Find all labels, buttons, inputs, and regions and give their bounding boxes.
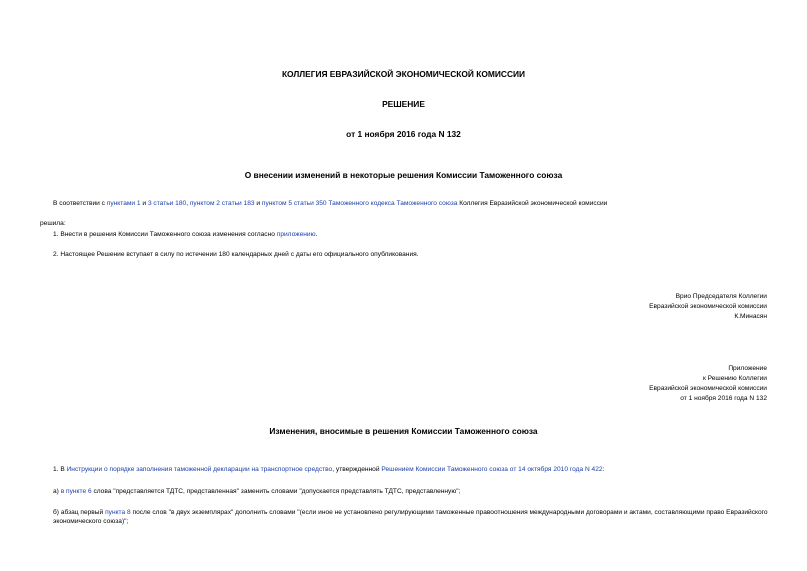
- change-b-text: б) абзац первый: [53, 509, 106, 516]
- link-appendix[interactable]: приложению: [276, 231, 316, 238]
- link-decision-422[interactable]: Решением Комиссии Таможенного союза от 14 октября 2010 года N 422: [381, 466, 603, 473]
- item-1-end: .: [315, 231, 318, 238]
- change-a-paragraph: [53, 487, 460, 496]
- resolved-label: решила:: [40, 220, 66, 227]
- link-statya-183[interactable]: пунктом 2 статьи 183: [189, 200, 255, 207]
- change-1-text: 1. В: [53, 466, 67, 473]
- preamble-text: ,: [186, 200, 190, 207]
- link-instruction[interactable]: Инструкции о порядке заполнения таможенной декларации на транспортное средство: [66, 466, 333, 473]
- change-a-text: а): [53, 488, 61, 495]
- appendix-header-block: [649, 364, 767, 404]
- signature-name: К.Минасян: [734, 313, 767, 320]
- appendix-line-1: Приложение: [728, 365, 767, 372]
- link-punkt-6[interactable]: в пункте 6: [60, 488, 92, 495]
- change-1-paragraph: [53, 465, 604, 474]
- doc-type-heading: РЕШЕНИЕ: [382, 99, 425, 109]
- change-1-text: :: [602, 466, 605, 473]
- link-statya-350-tk[interactable]: пунктом 5 статьи 350 Таможенного кодекса Таможенного союза: [261, 200, 458, 207]
- link-punkt-1[interactable]: пунктами 1: [106, 200, 141, 207]
- appendix-line-3: Евразийской экономической комиссии: [649, 385, 767, 392]
- item-2-paragraph: 2. Настоящее Решение вступает в силу по истечении 180 календарных дней с даты его официального опубликования.: [53, 251, 419, 258]
- document-title: О внесении изменений в некоторые решения Комиссии Таможенного союза: [244, 170, 563, 180]
- preamble-text: и: [140, 200, 148, 207]
- link-statya-180[interactable]: 3 статьи 180: [147, 200, 187, 207]
- preamble-text: и: [254, 200, 262, 207]
- change-b-text: после слов "в двух экземплярах" дополнить словами "(если иное не установлено регулирующими таможенные правоотношения международными договорами и актами, составляющими право Евразийского экономического союза)";: [53, 509, 768, 525]
- item-1-paragraph: [53, 230, 317, 239]
- preamble-paragraph: [53, 199, 607, 208]
- item-1-text: 1. Внести в решения Комиссии Таможенного союза изменения согласно: [53, 231, 277, 238]
- change-1-text: , утвержденной: [332, 466, 382, 473]
- signature-block: [649, 292, 767, 322]
- change-a-text: слова "представляется ТДТС, представленная" заменить словами "допускается представлять ТДТС, представленную";: [91, 488, 461, 495]
- change-b-paragraph: [53, 508, 769, 526]
- signature-line-2: Евразийской экономической комиссии: [649, 303, 767, 310]
- appendix-line-2: к Решению Коллегии: [702, 375, 767, 382]
- preamble-text: Коллегия Евразийской экономической комиссии: [457, 200, 608, 207]
- appendix-line-4: от 1 ноября 2016 года N 132: [680, 395, 767, 402]
- appendix-title: Изменения, вносимые в решения Комиссии Таможенного союза: [269, 426, 538, 436]
- date-number-heading: от 1 ноября 2016 года N 132: [346, 129, 461, 139]
- link-punkt-8[interactable]: пункта 8: [105, 509, 131, 516]
- org-heading: КОЛЛЕГИЯ ЕВРАЗИЙСКОЙ ЭКОНОМИЧЕСКОЙ КОМИССИИ: [281, 69, 526, 79]
- signature-line-1: Врио Председателя Коллегии: [675, 293, 767, 300]
- preamble-text: В соответствии с: [53, 200, 107, 207]
